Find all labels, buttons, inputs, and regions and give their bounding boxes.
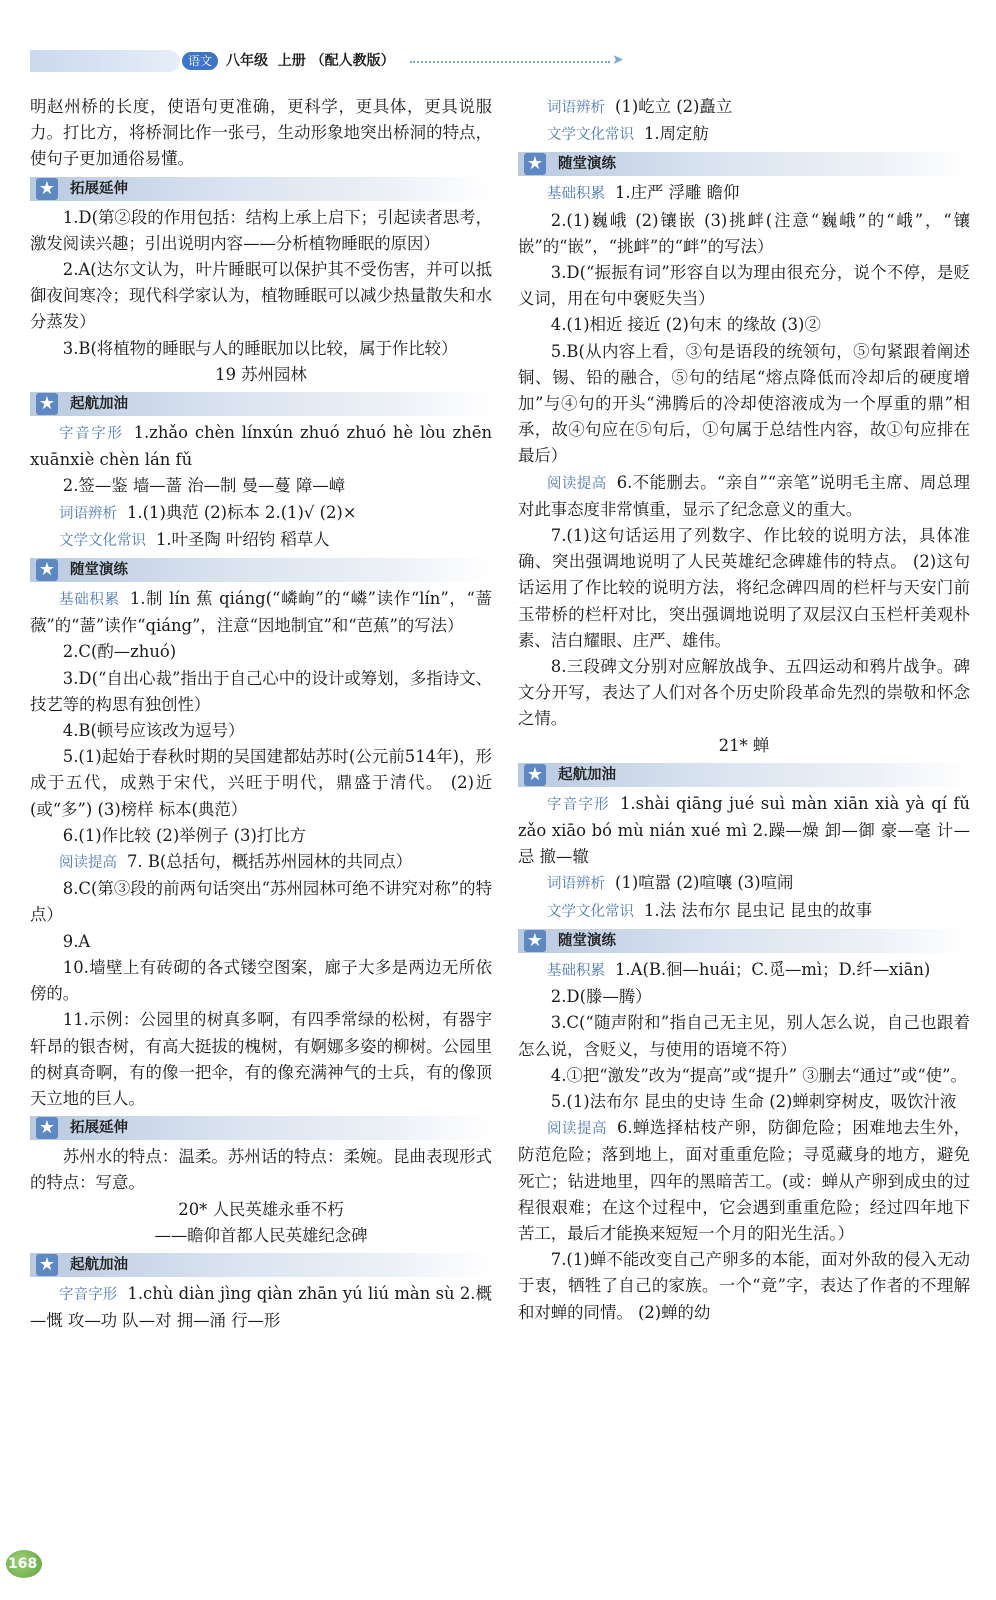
section-title: 随堂演练 (70, 562, 128, 579)
answer-paragraph (30, 744, 492, 823)
answer-text: 1.A(B.徊—huái；C.觅—mì；D.纤—xiān) (615, 959, 931, 979)
lesson-title (518, 733, 970, 759)
category-label: 字音字形 (59, 1286, 118, 1303)
answer-text: 3.B(将植物的睡眠与人的睡眠加以比较，属于作比较） (62, 338, 458, 358)
answer-text: 5.(1)起始于春秋时期的吴国建都姑苏时(公元前514年)，形成于五代，成熟于宋代，兴旺于明代，鼎盛于清代。 (2)近(或“多”) (3)榜样 标本(典范） (30, 747, 492, 819)
category-label: 词语辨析 (547, 100, 605, 116)
answer-paragraph (518, 470, 970, 523)
category-label: 阅读提高 (59, 855, 117, 872)
answer-text: 19 苏州园林 (215, 364, 307, 384)
page-number: 168 (8, 1556, 38, 1572)
book-title: 八年级 上册 （配人教版） (226, 53, 395, 69)
answer-text: 3.D(“自出心裁”指出于自己心中的设计或筹划，多指诗文、技艺等的构思有独创性） (30, 668, 492, 714)
answer-paragraph (518, 1089, 970, 1115)
section-header (30, 1253, 492, 1277)
answer-text: (1)喧嚣 (2)喧嚷 (3)喧闹 (615, 873, 794, 893)
answer-paragraph (518, 180, 970, 207)
category-label: 基础积累 (547, 186, 605, 203)
category-label: 阅读提高 (547, 475, 607, 492)
answer-paragraph (518, 1247, 970, 1326)
answer-text: 6.不能删去。“亲自”“亲笔”说明毛主席、周总理对此事态度非常慎重，显示了纪念意义的重大。 (518, 472, 971, 519)
answer-text: 7. B(总括句，概括苏州园林的共同点） (127, 852, 413, 872)
answer-text: 1.叶圣陶 叶绍钧 稻草人 (156, 529, 330, 549)
answer-paragraph (30, 336, 492, 362)
section-header (30, 558, 492, 582)
star-icon: ★ (524, 930, 546, 952)
star-icon: ★ (36, 1254, 58, 1276)
answer-paragraph (30, 473, 492, 499)
answer-text: 1.制 lín 蕉 qiáng(“嶙峋”的“嶙”读作“lín”，“蔷薇”的“蔷”读作“qiáng”，注意“因地制宜”和“芭蕉”的写法） (30, 589, 492, 636)
answer-text: 8.C(第③段的前两句话突出“苏州园林可绝不讲究对称”的特点） (30, 879, 492, 925)
answer-text: 6.(1)作比较 (2)举例子 (3)打比方 (62, 825, 307, 845)
answer-text: 1.chù diàn jìng qiàn zhān yú liú màn sù 2.概—慨 攻—功 队—对 拥—涌 行—形 (30, 1283, 492, 1331)
category-label: 字音字形 (547, 796, 610, 813)
answer-text: 1.法 法布尔 昆虫记 昆虫的故事 (644, 900, 872, 920)
answer-paragraph (30, 1281, 492, 1334)
star-icon: ★ (524, 764, 546, 786)
answer-paragraph (30, 955, 492, 1007)
star-icon: ★ (524, 153, 546, 175)
category-label: 词语辨析 (547, 876, 605, 893)
answer-text: 21* 蝉 (718, 735, 770, 755)
answer-text: 3.C(“随声附和”指自己无主见，别人怎么说，自己也跟着怎么说，含贬义，与使用的语境不符） (518, 1013, 970, 1059)
answer-text: 4.B(顿号应该改为逗号） (62, 721, 245, 741)
answer-text: 2.A(达尔文认为，叶片睡眠可以保护其不受伤害，并可以抵御夜间寒冷；现代科学家认为，植物睡眠可以减少热量散失和水分蒸发） (30, 260, 492, 332)
answer-text: 2.(1)巍峨 (2)镶嵌 (3)挑衅(注意“巍峨”的“峨”，“镶嵌”的“嵌”，“挑衅”的“衅”的写法） (518, 210, 970, 256)
section-title: 拓展延伸 (70, 1120, 128, 1137)
answer-paragraph (518, 312, 970, 338)
answer-text: 1.周定舫 (644, 124, 709, 144)
category-label: 文学文化常识 (547, 903, 634, 920)
answer-text: 2.C(酌—zhuó) (62, 642, 177, 662)
answer-text: 10.墙壁上有砖砌的各式镂空图案，廊子大多是两边无所依傍的。 (30, 957, 492, 1004)
answer-paragraph (30, 1007, 492, 1112)
star-icon: ★ (36, 559, 58, 581)
answer-paragraph (518, 94, 970, 121)
star-icon: ★ (36, 1117, 58, 1139)
answer-paragraph (30, 1144, 492, 1196)
answer-text: 2.D(滕—腾） (550, 987, 652, 1007)
section-title: 起航加油 (70, 396, 128, 413)
page-header (30, 44, 650, 76)
answer-paragraph (30, 876, 492, 928)
answer-text: 明赵州桥的长度，使语句更准确，更科学，更具体，更具说服力。打比方，将桥洞比作一张弓，生动形象地突出桥洞的特点，使句子更加通俗易懂。 (30, 97, 492, 169)
section-header (30, 177, 492, 201)
category-label: 字音字形 (59, 426, 124, 443)
answer-paragraph (30, 94, 492, 173)
answer-text: 11.示例：公园里的树真多啊，有四季常绿的松树，有器宇轩昂的银杏树，有高大挺拔的槐树，有婀娜多姿的柳树。公园里的树真奇啊，有的像一把伞，有的像充满神气的士兵，有的像顶天立地的巨人。 (30, 1010, 492, 1108)
answer-text: 7.(1)蝉不能改变自己产卵多的本能，面对外敌的侵入无动于衷，牺牲了自己的家族。一个“竟”字，表达了作者的不理解和对蝉的同情。 (2)蝉的幼 (518, 1250, 970, 1322)
right-column (518, 94, 970, 1326)
section-header (518, 763, 970, 787)
section-title: 拓展延伸 (70, 180, 128, 197)
section-header (518, 929, 970, 953)
answer-paragraph (30, 500, 492, 527)
answer-text: 4.①把“激发”改为“提高”或“提升” ③删去“通过”或“使”。 (550, 1065, 967, 1085)
answer-text: 1.(1)典范 (2)标本 2.(1)√ (2)× (127, 502, 357, 522)
answer-text: 20* 人民英雄永垂不朽 (178, 1199, 344, 1219)
section-title: 起航加油 (70, 1256, 128, 1273)
category-label: 词语辨析 (59, 505, 117, 522)
answer-text: 1.庄严 浮雕 瞻仰 (615, 183, 740, 203)
left-column (30, 94, 492, 1334)
answer-paragraph (518, 791, 970, 871)
category-label: 基础积累 (547, 962, 605, 979)
answer-paragraph (518, 957, 970, 984)
answer-paragraph (518, 339, 970, 470)
answer-text: 1.D(第②段的作用包括：结构上承上启下；引起读者思考，激发阅读兴趣；引出说明内容——分析植物睡眠的原因） (30, 207, 492, 253)
answer-paragraph (30, 257, 492, 336)
answer-paragraph (30, 420, 492, 473)
answer-text: 1.shài qiāng jué suì màn xiān xià yà qí fǔ zǎo xiāo bó mù nián xué mì 2.躁—燥 卸—御 豪—毫 计—忌 撤—辙 (518, 793, 970, 867)
answer-text: 3.D(“振振有词”形容自以为理由很充分，说个不停，是贬义词，用在句中褒贬失当） (518, 263, 970, 309)
answer-paragraph (30, 639, 492, 665)
answer-paragraph (518, 1115, 970, 1247)
answer-paragraph (518, 984, 970, 1010)
answer-paragraph (518, 870, 970, 897)
answer-text: 2.签—鉴 墙—蔷 治—制 曼—蔓 障—嶂 (62, 476, 346, 496)
page-number-badge (6, 1546, 42, 1578)
answer-text: (1)屹立 (2)矗立 (615, 97, 733, 116)
answer-paragraph (518, 654, 970, 733)
subject-badge: 语文 (182, 52, 218, 70)
answer-text: 1.zhǎo chèn línxún zhuó zhuó hè lòu zhēn xuānxiè chèn lán fǔ (30, 423, 493, 470)
answer-paragraph (30, 849, 492, 876)
answer-paragraph (518, 898, 970, 925)
answer-paragraph (30, 205, 492, 257)
answer-text: 4.(1)相近 接近 (2)句末 的缘故 (3)② (550, 315, 821, 335)
answer-text: 苏州水的特点：温柔。苏州话的特点：柔婉。昆曲表现形式的特点：写意。 (30, 1147, 492, 1193)
answer-paragraph (30, 666, 492, 718)
answer-paragraph (30, 586, 492, 639)
header-band (30, 50, 180, 72)
lesson-title (30, 1223, 492, 1249)
answer-paragraph (30, 929, 492, 955)
star-icon: ★ (36, 393, 58, 415)
answer-text: 6.蝉选择枯枝产卵，防御危险；困难地去生外，防范危险；落到地上，面对重重危险；寻觅藏身的地方，避免死亡；钻进地里，四年的黑暗苦工。(或：蝉从产卵到成虫的过程很艰难；在这个过程中，它会遇到重重危险；经过四年地下苦工，最后才能换来短短一个月的阳光生活。） (518, 1118, 971, 1243)
answer-text: 5.B(从内容上看，③句是语段的统领句，⑤句紧跟着阐述铜、锡、铅的融合，⑤句的结尾“熔点降低而冷却后的硬度增加”与④句的开头“沸腾后的冷却使溶液成为一个厚重的鼎”相承，故④句应在⑤句后，①句属于总结性内容，故①句应排在最后） (518, 341, 970, 466)
lesson-title (30, 1197, 492, 1223)
section-title: 随堂演练 (558, 156, 616, 173)
category-label: 文学文化常识 (59, 532, 146, 549)
answer-paragraph (518, 260, 970, 312)
answer-paragraph (30, 527, 492, 554)
header-divider (410, 61, 610, 63)
category-label: 基础积累 (59, 592, 120, 609)
answer-text: ——瞻仰首都人民英雄纪念碑 (154, 1225, 368, 1245)
answer-paragraph (30, 718, 492, 744)
answer-paragraph (518, 121, 970, 148)
answer-text: 9.A (62, 931, 91, 951)
section-header (518, 152, 970, 176)
answer-paragraph (518, 523, 970, 654)
section-title: 随堂演练 (558, 932, 616, 949)
section-title: 起航加油 (558, 766, 616, 783)
answer-paragraph (518, 1063, 970, 1089)
lesson-title (30, 362, 492, 388)
category-label: 阅读提高 (547, 1121, 607, 1138)
section-header (30, 1116, 492, 1140)
section-header (30, 392, 492, 416)
answer-text: 7.(1)这句话运用了列数字、作比较的说明方法，具体准确、突出强调地说明了人民英雄纪念碑雄伟的特点。 (2)这句话运用了作比较的说明方法，将纪念碑四周的栏杆与天安门前玉带桥的栏杆对比，突出强调地说明了双层汉白玉栏杆美观朴素、洁白耀眼、庄严、雄伟。 (518, 526, 970, 650)
category-label: 文学文化常识 (547, 127, 634, 144)
arrow-icon: ➤ (612, 52, 624, 68)
answer-paragraph (518, 208, 970, 260)
answer-paragraph (518, 1010, 970, 1062)
answer-text: 8.三段碑文分别对应解放战争、五四运动和鸦片战争。碑文分开写，表达了人们对各个历史阶段革命先烈的崇敬和怀念之情。 (518, 657, 970, 729)
answer-text: 5.(1)法布尔 昆虫的史诗 生命 (2)蝉刺穿树皮，吸饮汁液 (550, 1091, 957, 1111)
star-icon: ★ (36, 178, 58, 200)
answer-paragraph (30, 823, 492, 849)
